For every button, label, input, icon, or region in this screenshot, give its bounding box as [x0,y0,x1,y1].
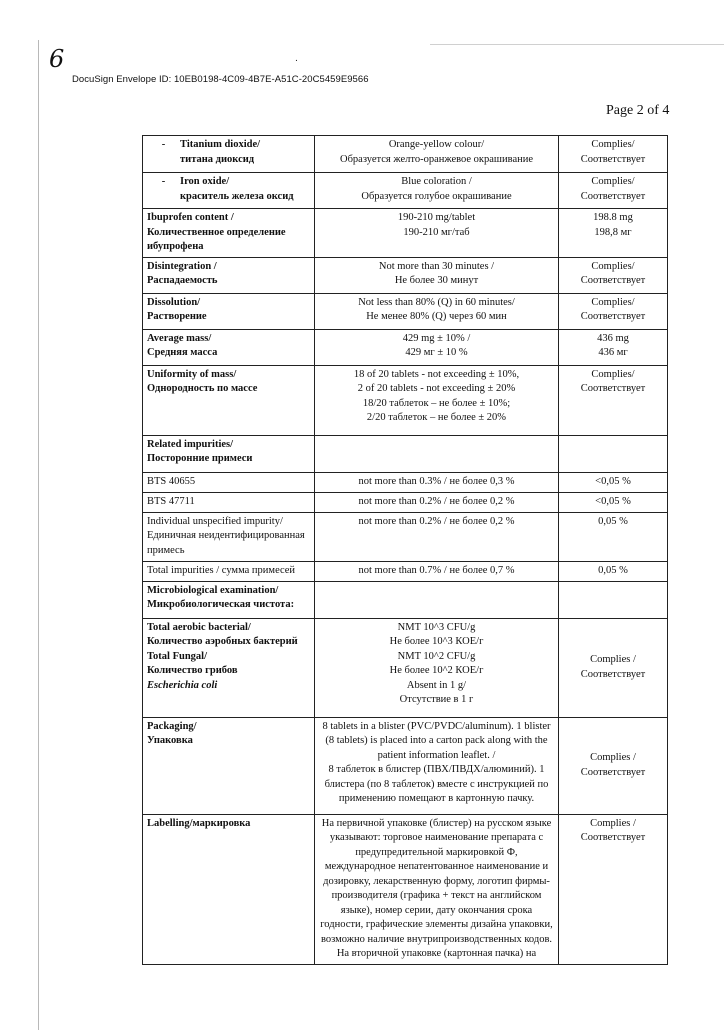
cell-line: 198.8 mg [593,212,633,223]
cell-line: Microbiological examination/ [147,584,279,596]
cell-line: Dissolution/ [147,296,201,308]
table-row [143,329,668,365]
specification-cell [315,209,559,258]
test-name-cell [143,472,315,492]
test-name-cell [143,365,315,435]
scan-top-line [430,44,724,45]
cell-line: 429 mg ± 10% / [402,332,471,344]
cell-line: Titanium dioxide/ [180,139,261,150]
cell-line: Не более 30 минут [394,275,479,286]
cell-line: 429 мг ± 10 % [405,347,468,358]
specification-cell [315,136,559,173]
cell-line: Total Fungal/ [147,650,208,662]
cell-line: 18 of 20 tablets - not exceeding ± 10%, [353,368,520,380]
specification-cell [315,435,559,472]
cell-line: NMT 10^3 CFU/g [397,621,476,633]
table-row [143,814,668,964]
cell-line: not more than 0.2% / не более 0,2 % [358,495,515,507]
table-row [143,257,668,293]
cell-line: Соответствует [580,832,646,843]
table-row [143,618,668,717]
test-name-cell [143,814,315,964]
specification-cell [315,365,559,435]
cell-line: 198,8 мг [594,226,632,238]
cell-line: Соответствует [580,275,646,286]
cell-line: Микробиологическая чистота: [147,599,295,610]
result-cell [559,173,668,209]
table-row [143,293,668,329]
table-row [143,512,668,561]
cell-line: 18/20 таблеток – не более ± 10%; [362,397,511,409]
specification-cell [315,329,559,365]
cell-line: <0,05 % [595,475,631,487]
cell-line: Complies / [590,817,636,829]
cell-line: Total aerobic bacterial/ [147,621,251,633]
test-name-cell [143,492,315,512]
result-cell [559,814,668,964]
result-cell [559,435,668,472]
bullet-dash: - [161,176,166,187]
cell-line: not more than 0.2% / не более 0,2 % [358,515,515,527]
result-cell [559,472,668,492]
specification-cell [315,561,559,581]
cell-line: Individual unspecified impurity/ [147,515,283,527]
test-name-cell [143,293,315,329]
cell-line: Соответствует [580,153,646,165]
cell-line: Complies / [590,752,636,763]
result-cell [559,257,668,293]
cell-line: Escherichia coli [147,679,218,691]
cell-line: Единичная неидентифицированная примесь [147,530,305,556]
table-row [143,365,668,435]
cell-line: Complies/ [591,368,635,380]
cell-line: 2/20 таблеток – не более ± 20% [366,412,507,423]
test-name-cell [143,173,315,209]
cell-line: 8 tablets in a blister (PVC/PVDC/aluminum). 1 blister (8 tablets) is placed into a carton pack along with the patient information leaflet. / [322,720,551,761]
test-name-cell [143,209,315,258]
cell-line: Однородность по массе [147,383,258,394]
scan-speck: . [295,54,298,64]
cell-line: Соответствует [580,311,646,322]
specification-table [142,135,668,965]
table-row [143,472,668,492]
result-cell [559,561,668,581]
table-row [143,581,668,618]
cell-line: Labelling/маркировка [147,817,251,829]
specification-cell [315,492,559,512]
cell-line: Растворение [147,311,207,322]
cell-line: Ibuprofen content / [147,212,234,223]
cell-line: 8 таблеток в блистер (ПВХ/ПВДХ/алюминий). 1 блистера (по 8 таблеток) вместе с инструкцией по применению помещают в картонную пачку. [324,764,549,804]
cell-line: Complies / [590,654,636,665]
cell-line: BTS 47711 [147,495,195,507]
table-row [143,561,668,581]
result-cell [559,492,668,512]
cell-line: Соответствует [580,383,646,394]
specification-cell [315,472,559,492]
cell-line: 190-210 мг/таб [403,226,470,238]
result-cell [559,365,668,435]
specification-cell [315,293,559,329]
test-name-cell [143,136,315,173]
result-cell [559,717,668,814]
cell-line: Uniformity of mass/ [147,368,237,380]
cell-line: not more than 0.3% / не более 0,3 % [358,475,515,487]
table-row [143,209,668,258]
specification-cell [315,618,559,717]
cell-line: 436 mg [597,332,629,344]
result-cell [559,136,668,173]
cell-line: Соответствует [580,668,646,680]
cell-line: Количественное определение ибупрофена [147,226,286,252]
cell-line: Образуется желто-оранжевое окрашивание [339,153,534,165]
cell-line: 0,05 % [598,564,628,576]
test-name-cell [143,512,315,561]
cell-line: Распадаемость [147,275,218,286]
result-cell [559,618,668,717]
cell-line: Образуется голубое окрашивание [361,190,512,202]
cell-line: 0,05 % [598,515,628,527]
cell-line: Orange-yellow colour/ [388,139,485,150]
cell-line: 190-210 mg/tablet [397,212,476,223]
specification-cell [315,814,559,964]
cell-line: Disintegration / [147,260,217,272]
cell-line: Соответствует [580,766,646,778]
table-row [143,173,668,209]
cell-line: Соответствует [580,190,646,202]
bullet-dash: - [161,139,166,150]
cell-line: краситель железа оксид [180,190,294,202]
cell-line: Не более 10^3 КОЕ/г [389,636,484,647]
cell-line: Complies/ [591,176,635,187]
specification-table-body [143,136,668,965]
test-name-cell [143,561,315,581]
cell-line: Related impurities/ [147,438,234,450]
cell-line: На первичной упаковке (блистер) на русском языке указывают: торговое наименование препарата с предупредительной маркировкой Ф, международное непатентованное наименование и дозировку, лекарственную форму, логотип фирмы-производителя (графика + текст на английском языке), номер серии, дату окончания срока годности, графические элементы дизайна упаковки, возможно наличие внутрипроизводственных кодов. [320,817,553,945]
result-cell [559,581,668,618]
table-row [143,435,668,472]
scan-left-edge [38,40,39,1030]
cell-line: Отсутствие в 1 г [399,694,474,705]
cell-line: 436 мг [598,347,628,358]
cell-line: Complies/ [591,260,635,272]
test-name-cell [143,257,315,293]
result-cell [559,512,668,561]
cell-line: Complies/ [591,296,635,308]
test-name-cell [143,581,315,618]
specification-cell [315,581,559,618]
cell-line: BTS 40655 [147,475,196,487]
cell-line: На вторичной упаковке (картонная пачка) на [336,948,537,959]
specification-cell [315,717,559,814]
cell-line: <0,05 % [595,495,631,507]
result-cell [559,209,668,258]
specification-cell [315,512,559,561]
cell-line: Not more than 30 minutes / [378,260,495,272]
cell-line: Absent in 1 g/ [406,679,467,691]
cell-line: Iron oxide/ [180,176,230,187]
handwritten-mark: 6 [49,45,65,73]
cell-line: Количество грибов [147,665,238,676]
cell-line: not more than 0.7% / не более 0,7 % [358,564,515,576]
test-name-cell [143,717,315,814]
cell-line: Blue coloration / [401,176,472,187]
cell-line: Не более 10^2 КОЕ/г [389,665,484,676]
test-name-cell [143,435,315,472]
cell-line: Посторонние примеси [147,453,253,464]
cell-line: Complies/ [591,139,635,150]
cell-line: NMT 10^2 CFU/g [397,650,476,662]
cell-line: Упаковка [147,735,193,746]
cell-line: Not less than 80% (Q) in 60 minutes/ [358,296,515,308]
result-cell [559,293,668,329]
cell-line: Средняя масса [147,347,218,358]
docusign-envelope-id: DocuSign Envelope ID: 10EB0198-4C09-4B7E-A51C-20C5459E9566 [72,74,369,85]
cell-line: Не менее 80% (Q) через 60 мин [366,311,507,322]
cell-line: Total impurities / сумма примесей [147,564,296,576]
table-row [143,136,668,173]
result-cell [559,329,668,365]
test-name-cell [143,618,315,717]
page-number: Page 2 of 4 [606,103,670,118]
specification-cell [315,257,559,293]
cell-line: 2 of 20 tablets - not exceeding ± 20% [357,383,516,394]
table-row [143,492,668,512]
test-name-cell [143,329,315,365]
cell-line: Packaging/ [147,720,197,732]
cell-line: Average mass/ [147,332,212,344]
specification-cell [315,173,559,209]
table-row [143,717,668,814]
cell-line: Количество аэробных бактерий [147,636,298,647]
cell-line: титана диоксид [180,153,255,165]
